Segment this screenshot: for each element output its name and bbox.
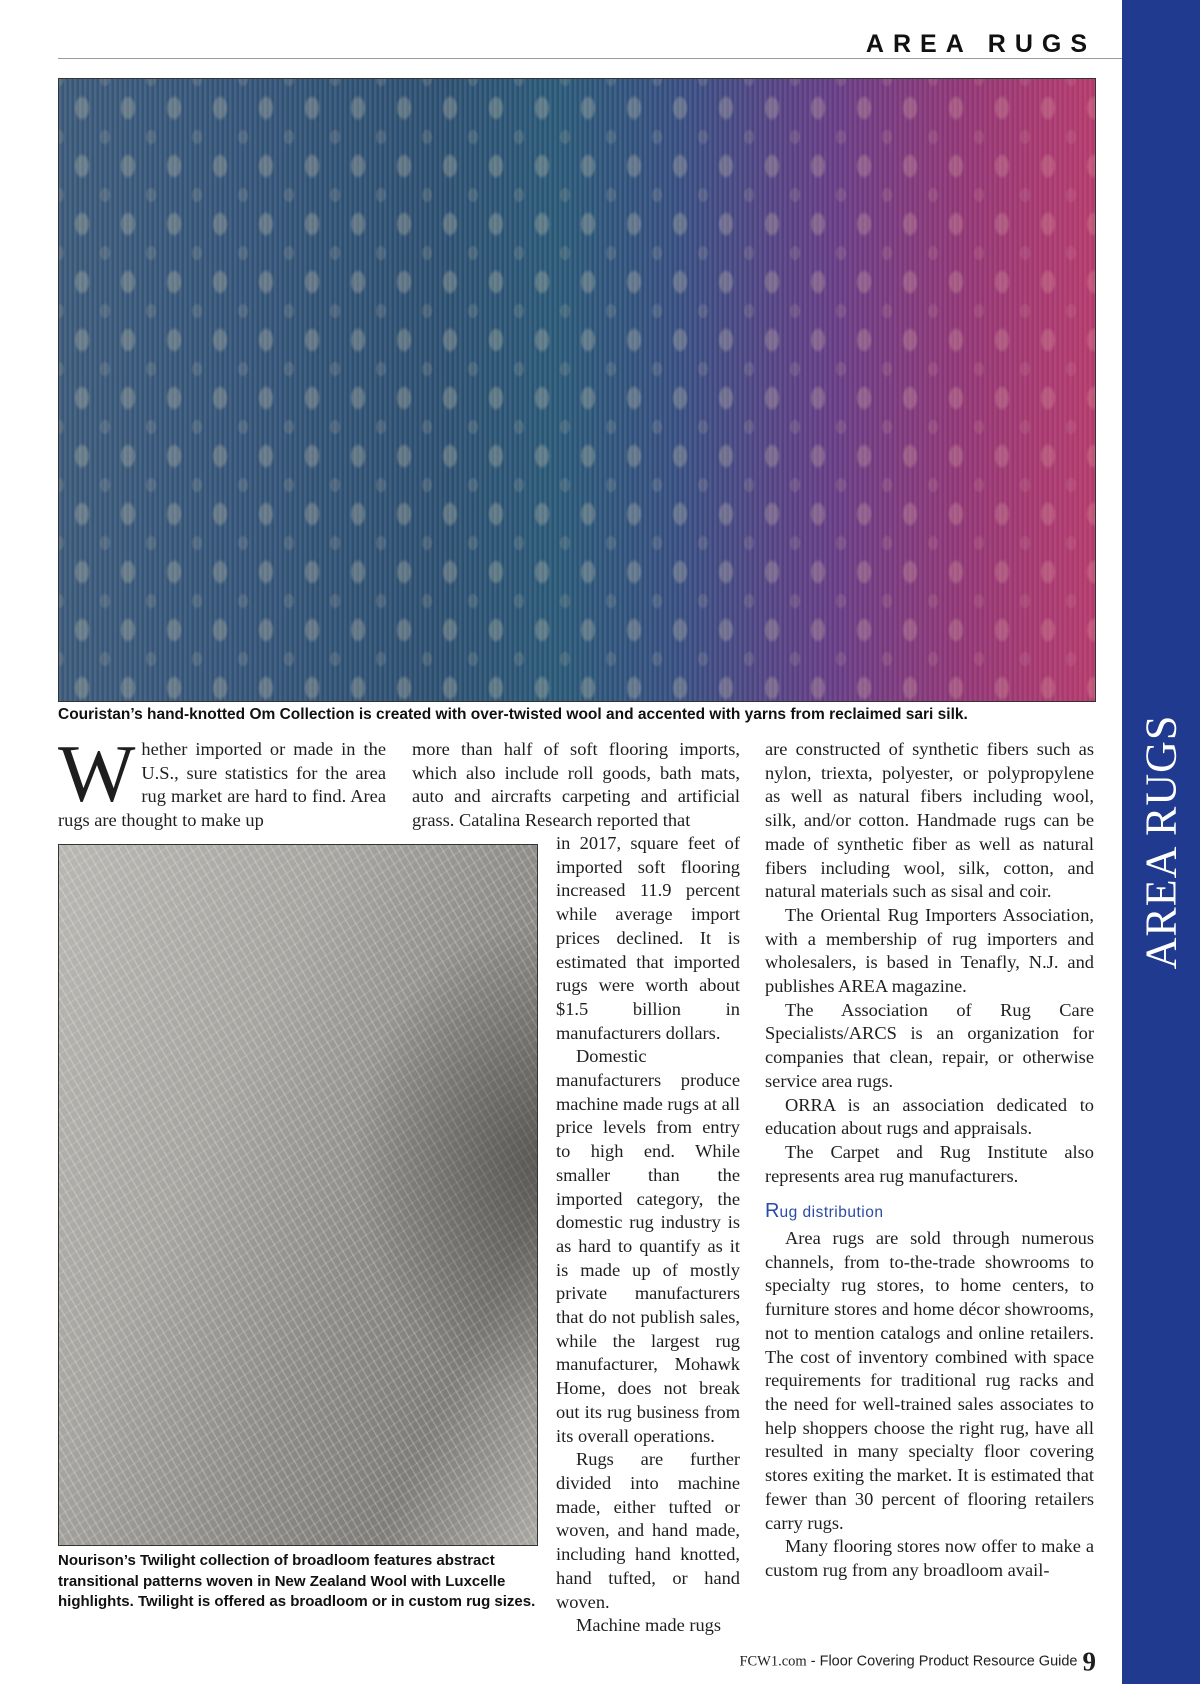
article-column-2-top <box>412 738 740 833</box>
paragraph: Machine made rugs <box>576 1615 722 1636</box>
om-collection-rug-photo <box>58 78 1096 702</box>
page-number: 9 <box>1082 1646 1096 1677</box>
paragraph: are constructed of synthetic fibers such as nylon, triexta, polyester, or polypropylene as well as natural fibers including wool, silk, and/or cotton. Handmade rugs can be made of synthetic fiber as well as natural fibers including wool, silk, cotton, and natural materials such as sisal and coir. <box>765 739 1094 902</box>
subheading-rug-distribution: Rug distribution <box>765 1200 884 1223</box>
article-column-3 <box>765 738 1094 1583</box>
article-column-1 <box>58 728 386 833</box>
paragraph: hether imported or made in the U.S., sure statistics for the area rug market are hard to find. Area rugs are thought to make up <box>58 739 386 831</box>
drop-cap: W <box>58 728 136 819</box>
paragraph: Rugs are further divided into machine made, either tufted or woven, and hand made, including hand knotted, hand tufted, or hand woven. <box>556 1449 740 1612</box>
paragraph: The Oriental Rug Importers Association, with a membership of rug importers and wholesalers, is based in Tenafly, N.J. and publishes AREA magazine. <box>765 904 1094 997</box>
page-footer <box>739 1647 1096 1678</box>
paragraph: more than half of soft flooring imports, which also include roll goods, bath mats, auto and aircrafts carpeting and artificial grass. Catalina Research reported that <box>412 739 740 831</box>
paragraph: in 2017, square feet of imported soft flooring increased 11.9 percent while average import prices declined. It is estimated that imported rugs were worth about $1.5 billion in manufacturers dollars. <box>556 833 740 1043</box>
twilight-broadloom-photo <box>58 844 538 1546</box>
paragraph: ORRA is an association dedicated to education about rugs and appraisals. <box>765 1094 1094 1139</box>
section-title: AREA RUGS <box>865 30 1096 58</box>
paragraph: The Carpet and Rug Institute also represents area rug manufacturers. <box>765 1141 1094 1186</box>
paragraph: Area rugs are sold through numerous channels, from to-the-trade showrooms to specialty rug stores, to home centers, to furniture stores and home décor showrooms, not to mention catalogs and online retailers. The cost of inventory combined with space requirements for traditional rug racks and the need for well-trained sales associates to help shoppers choose the right rug, have all resulted in many specialty floor covering stores exiting the market. It is estimated that fewer than 30 percent of flooring retailers carry rugs. <box>765 1228 1094 1533</box>
header-divider <box>58 58 1122 59</box>
article-column-2 <box>556 832 740 1638</box>
footer-site: FCW1.com <box>739 1653 807 1670</box>
paragraph: Many flooring stores now offer to make a custom rug from any broadloom avail- <box>765 1536 1094 1580</box>
left-photo-caption: Nourison’s Twilight collection of broadloom features abstract transitional patterns woven in New Zealand Wool with Luxcelle highlights. Twilight is offered as broadloom or in custom rug sizes. <box>58 1552 536 1610</box>
paragraph: The Association of Rug Care Specialists/ARCS is an organization for companies that clean, repair, or otherwise service area rugs. <box>765 999 1094 1091</box>
side-tab-label: AREA RUGS <box>1136 714 1186 970</box>
top-photo-caption: Couristan’s hand-knotted Om Collection is created with over-twisted wool and accented with yarns from reclaimed sari silk. <box>58 706 968 723</box>
paragraph: Domestic manufacturers produce machine made rugs at all price levels from entry to high end. While smaller than the imported category, the domestic rug industry is as hard to quantify as it is made up of mostly private manufacturers that do not publish sales, while the largest rug manufacturer, Mohawk Home, does not break out its rug business from its overall operations. <box>556 1046 740 1446</box>
footer-guide-title: - Floor Covering Product Resource Guide <box>806 1653 1078 1670</box>
